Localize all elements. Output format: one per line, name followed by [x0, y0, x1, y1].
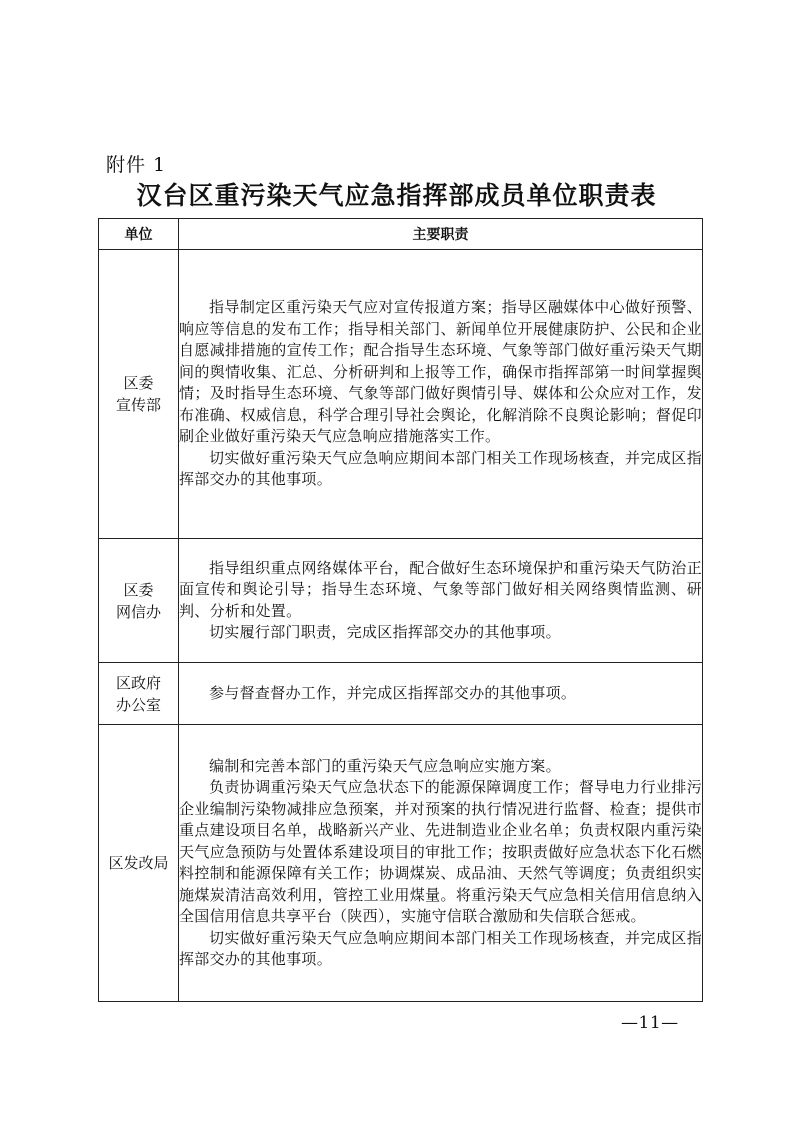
unit-cell: [99, 663, 179, 725]
duties-cell: [179, 725, 703, 1002]
table-row: [99, 663, 703, 725]
duty-paragraph: 负责协调重污染天气应急状态下的能源保障调度工作；督导电力行业排污企业编制污染物减排应急预案，并对预案的执行情况进行监督、检查；提供市重点建设项目名单，战略新兴产业、先进制造业企业名单；负责权限内重污染天气应急预防与处置体系建设项目的审批工作；按职责做好应急状态下化石燃料控制和能源保障有关工作；协调煤炭、成品油、天然气等调度；负责组织实施煤炭清洁高效利用，管控工业用煤量。将重污染天气应急相关信用信息纳入全国信用信息共享平台（陕西），实施守信联合激励和失信联合惩戒。: [179, 778, 702, 925]
unit-name-line: 网信办: [115, 602, 161, 621]
duty-paragraph: 编制和完善本部门的重污染天气应急响应实施方案。: [209, 756, 561, 775]
unit-name-line: 办公室: [115, 695, 161, 714]
duty-paragraph: 切实做好重污染天气应急响应期间本部门相关工作现场核查，并完成区指挥部交办的其他事项。: [179, 448, 702, 489]
header-duties: 主要职责: [179, 219, 703, 250]
duty-paragraph: 切实履行部门职责，完成区指挥部交办的其他事项。: [209, 623, 561, 641]
duties-cell: [179, 250, 703, 539]
duty-paragraph: 参与督查督办工作，并完成区指挥部交办的其他事项。: [209, 683, 577, 702]
duty-table: [98, 218, 703, 1002]
duty-paragraph: 指导制定区重污染天气应对宣传报道方案；指导区融媒体中心做好预警、响应等信息的发布工作；指导相关部门、新闻单位开展健康防护、公民和企业自愿减排措施的宣传工作；配合指导生态环境、气象等部门做好重污染天气期间的舆情收集、汇总、分析研判和上报等工作，确保市指挥部第一时间掌握舆情；及时指导生态环境、气象等部门做好舆情引导、媒体和公众应对工作，发布准确、权威信息，科学合理引导社会舆论，化解消除不良舆论影响；督促印刷企业做好重污染天气应急响应措施落实工作。: [179, 298, 702, 446]
unit-name-line: 区发改局: [108, 854, 169, 872]
table-row: [99, 539, 703, 663]
unit-cell: [99, 250, 179, 539]
duties-cell: [179, 539, 703, 663]
table-header-row: [99, 219, 703, 250]
attachment-label: 附件 1: [106, 154, 167, 176]
duties-cell: [179, 663, 703, 725]
unit-cell: [99, 539, 179, 663]
header-unit: 单位: [99, 219, 179, 250]
unit-name-line: 区委: [123, 374, 154, 392]
unit-cell: [99, 725, 179, 1002]
table-row: [99, 250, 703, 539]
unit-name-line: 宣传部: [115, 396, 161, 414]
duty-paragraph: 切实做好重污染天气应急响应期间本部门相关工作现场核查，并完成区指挥部交办的其他事项。: [179, 928, 702, 968]
unit-name-line: 区政府: [115, 673, 161, 692]
unit-name-line: 区委: [123, 580, 154, 599]
table-row: [99, 725, 703, 1002]
document-title: 汉台区重污染天气应急指挥部成员单位职责表: [136, 181, 657, 210]
page-number: —11—: [621, 1013, 679, 1033]
duty-paragraph: 指导组织重点网络媒体平台，配合做好生态环境保护和重污染天气防治正面宣传和舆论引导；指导生态环境、气象等部门做好相关网络舆情监测、研判、分析和处置。: [179, 558, 702, 620]
